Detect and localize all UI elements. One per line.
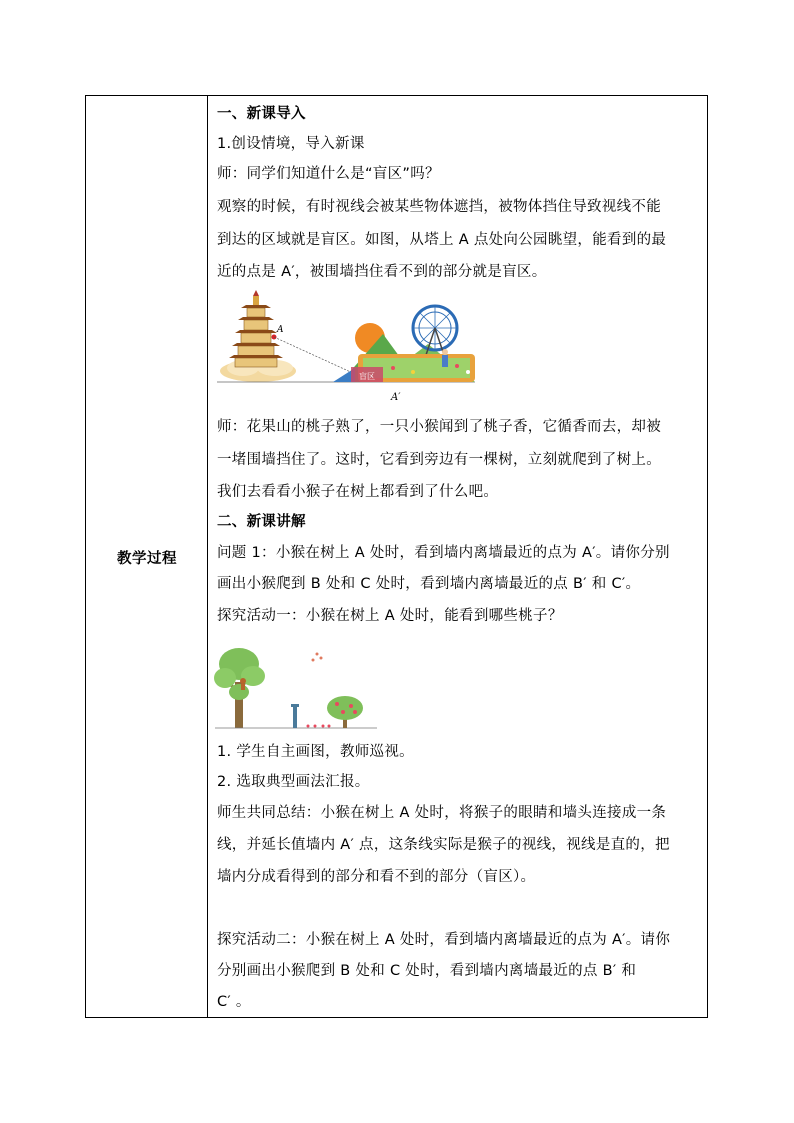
step-2: 2. 选取典型画法汇报。 [217,774,370,790]
paragraph-line: 线，并延长值墙内 A′ 点，这条线实际是猴子的视线，视线是直的，把 [217,837,670,853]
paragraph-line: 我们去看看小猴子在树上都看到了什么吧。 [217,484,499,500]
content-cell [209,96,707,1017]
step-1: 1. 学生自主画图，教师巡视。 [217,744,414,760]
point-a-label: A [277,325,284,335]
paragraph-line: 近的点是 A′，被围墙挡住看不到的部分就是盲区。 [217,264,547,280]
paragraph-line: 分别画出小猴爬到 B 处和 C 处时，看到墙内离墙最近的点 B′ 和 [217,963,637,979]
lesson-table [85,95,708,1018]
paragraph-line: 问题 1：小猴在树上 A 处时，看到墙内离墙最近的点为 A′。请你分别 [217,545,670,561]
left-cell [86,96,208,1017]
point-a-prime-label: A′ [391,392,401,402]
activity-1: 探究活动一：小猴在树上 A 处时，能看到哪些桃子？ [217,608,563,624]
paragraph-line: 一堵围墙挡住了。这时，它看到旁边有一棵树，立刻就爬到了树上。 [217,452,661,468]
paragraph-line: C′ 。 [217,994,251,1010]
subheading-1: 1.创设情境，导入新课 [217,136,365,152]
monkey-tree-wall-illustration [213,642,379,734]
paragraph-line: 探究活动二：小猴在树上 A 处时，看到墙内离墙最近的点为 A′。请你 [217,932,671,948]
section-label: 教学过程 [117,551,177,567]
blind-zone-label: 盲区 [359,372,375,381]
paragraph-line: 师：花果山的桃子熟了，一只小猴闻到了桃子香，它循香而去，却被 [217,419,661,435]
section-heading-2: 二、新课讲解 [217,514,306,530]
paragraph-line: 画出小猴爬到 B 处和 C 处时，看到墙内离墙最近的点 B′ 和 C′。 [217,576,641,592]
section-heading-1: 一、新课导入 [217,106,306,122]
paragraph-line: 到达的区域就是盲区。如图，从塔上 A 点处向公园眺望，能看到的最 [217,232,667,248]
paragraph-line: 观察的时候，有时视线会被某些物体遮挡，被物体挡住导致视线不能 [217,199,661,215]
paragraph-line: 师生共同总结：小猴在树上 A 处时，将猴子的眼睛和墙头连接成一条 [217,805,667,821]
teacher-question: 师：同学们知道什么是“盲区”吗？ [217,166,440,182]
paragraph-line: 墙内分成看得到的部分和看不到的部分（盲区）。 [217,869,536,885]
pagoda-blind-spot-illustration [213,288,479,402]
